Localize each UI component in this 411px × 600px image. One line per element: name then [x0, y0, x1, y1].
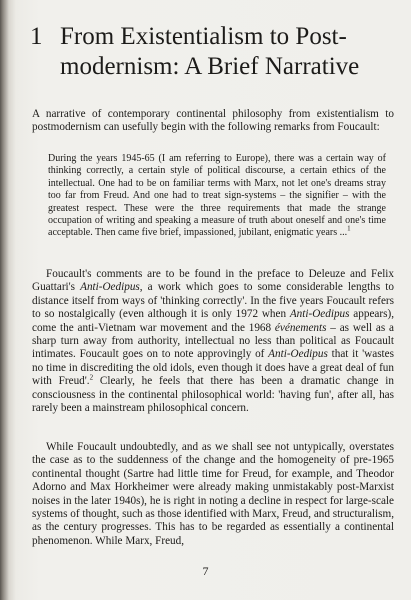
- footnote-ref-1[interactable]: 1: [347, 225, 351, 234]
- block-quote: [48, 153, 386, 240]
- p2-segment: appears), come the anti-Vietnam war movement and the 1968: [32, 308, 394, 334]
- chapter-title: From Existentialism to Post-modernism: A Brief Narrative: [60, 23, 360, 80]
- foreign-term: événements: [274, 321, 327, 334]
- book-title-ref: Anti-Oedipus: [268, 348, 328, 361]
- intro-paragraph: A narrative of contemporary continental philosophy from existentialism to postmodernism can usefully begin with the following remarks from Foucault:: [32, 108, 394, 134]
- footnote-ref-2[interactable]: 2: [89, 373, 94, 382]
- quote-text: During the years 1945-65 (I am referring to Europe), there was a certain way of thinking correctly, a certain style of political discourse, a certain ethics of the intellectual. One had to be on familiar terms with Marx, not let one's dreams stray too far from Freud. And one had to treat sign-systems – the signifier – with the greatest respect. These were the three requirements that made the strange occupation of writing and speaking a measure of truth about oneself and one's time acceptable. Then came five brief, impassioned, jubilant, enigmatic years ...: [48, 153, 386, 239]
- p2-segment: – as well as a sharp turn away from authority, intellectual no less than political as Foucault intimates. Foucault goes on to note approvingly of: [32, 321, 394, 361]
- chapter-number: 1: [30, 23, 43, 50]
- p2-segment: , a work which goes to some considerable lengths to distance itself from ways of 'thinking correctly'. In the five years Foucault refers to so nostalgically (even although it is only 1972 when: [32, 281, 394, 321]
- body-paragraph-3: While Foucault undoubtedly, and as we shall see not untypically, overstates the case as to the suddenness of the change and the homogeneity of pre-1965 continental thought (Sartre had little time for Freud, for example, and Theodor Adorno and Max Horkheimer were already making unmistakably post-Marxist noises in the later 1940s), he is right in noting a decline in respect for large-scale systems of thought, such as those identified with Marx, Freud, and structuralism, as the century progresses. This has to be regarded as essentially a continental phenomenon. While Marx, Freud,: [32, 441, 394, 547]
- p2-segment: that it 'wastes no time in discrediting the old idols, even though it does have a great deal of fun with Freud'.: [32, 348, 394, 388]
- book-title-ref: Anti-Oedipus: [80, 281, 140, 294]
- body-paragraph-2: [32, 268, 394, 415]
- p2-segment: Clearly, he feels that there has been a dramatic change in consciousness in the continental philosophical world: 'having fun', after all, has rarely been a mainstream philosophical concern.: [32, 375, 394, 415]
- book-title-ref: Anti-Oedipus: [289, 308, 350, 321]
- p2-segment: Foucault's comments are to be found in the preface to Deleuze and Felix Guattari's: [32, 268, 394, 294]
- page-number: 7: [202, 564, 209, 578]
